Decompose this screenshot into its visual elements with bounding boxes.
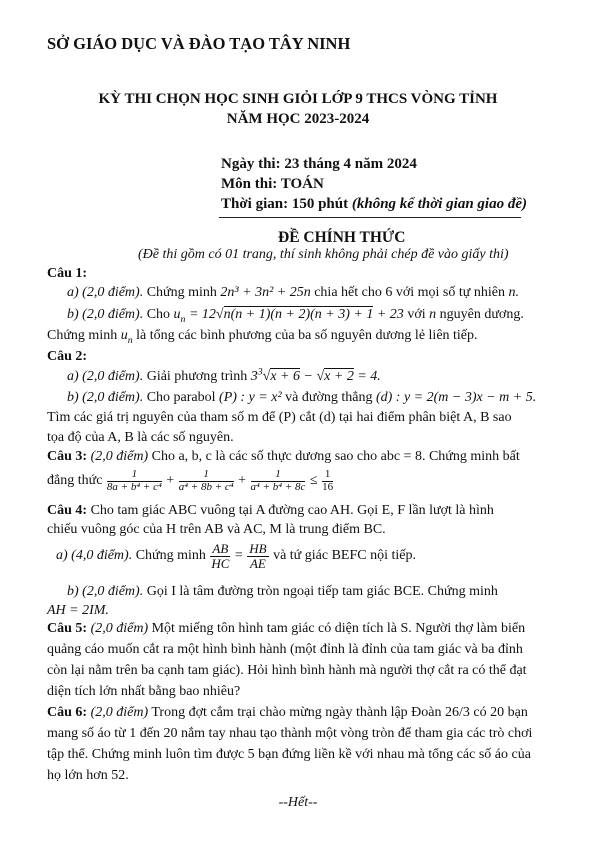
q1b-line2-u-letter: u [120,328,128,343]
q3-frac2-num: 1 [179,469,234,482]
q2a-minus: − [303,369,313,384]
q1b-line2-pre: Chứng minh [47,328,118,343]
q3-plus2: + [238,473,246,489]
q3-frac2-den: a⁴ + 8b + c⁴ [178,480,234,493]
q4b-points: b) (2,0 điểm). [67,584,144,599]
q1b-expr-post: + 23 [376,307,404,322]
q4a-points: a) (4,0 điểm). [56,548,133,564]
q2b-line2: Tìm các giá trị nguyên của tham số m để (P) cắt (d) tại hai điểm phân biệt A, B sao [47,410,512,425]
q2b-text1: Cho parabol [146,390,216,405]
q6-line4: họ lớn hơn 52. [47,768,129,783]
q2a-points: a) (2,0 điểm). [67,369,144,384]
q1b-line2-post: là tổng các bình phương của ba số nguyên dương lẻ liên tiếp. [136,328,478,343]
q4b-text1: Gọi I là tâm đường tròn ngoại tiếp tam giác BCE. Chứng minh [146,584,498,599]
q4a [56,542,416,570]
q1b-line2 [47,328,478,344]
q2b-points: b) (2,0 điểm). [67,390,144,405]
q2a-rad2: x + 2 [324,369,354,384]
q4a-frac2 [247,542,268,570]
q1b-line2-u [120,328,133,346]
q3-text1: Cho a, b, c là các số thực dương sao cho abc = 8. Chứng minh bất [151,449,520,464]
official-note: (Đề thi gồm có 01 trang, thí sinh không phải chép đề vào giấy thi) [138,247,509,262]
exam-time-label: Thời gian: 150 phút [221,196,349,212]
exam-title: KỲ THI CHỌN HỌC SINH GIỎI LỚP 9 THCS VÒNG TỈNH [98,91,498,107]
exam-subject: Môn thi: TOÁN [221,176,324,192]
school-year: NĂM HỌC 2023-2024 [226,111,370,127]
q4-line1 [47,503,494,519]
q4a-eq: = [234,548,243,564]
q1a-text1: Chứng minh [146,285,217,300]
q3-frac1 [107,469,162,493]
exam-date: Ngày thi: 23 tháng 4 năm 2024 [221,156,417,172]
q3-frac3 [251,469,306,493]
q3-plus1: + [166,473,175,489]
q2a-expr: $3^3√x + 6 - √x + 2 = 4$. [250,366,381,384]
q4a-text1: Chứng minh [135,548,206,564]
q1b [67,307,524,323]
q4a-frac1-den: HC [211,555,230,571]
q1a-expr: 2n³ + 3n² + 25n [220,285,311,300]
q6-line3: tập thể. Chứng minh luôn tìm được 5 bạn đứng liền kề với nhau mà tổng các số áo của [47,747,531,762]
q1b-u-sub: n [180,313,186,325]
q3-text2: đẳng thức [47,473,103,489]
header-divider [219,217,521,218]
q4-label: Câu 4: [47,503,88,518]
q5-line4: diện tích lớn nhất bằng bao nhiêu? [47,684,241,699]
q5-line2: quảng cáo muốn cắt ra một hình bình hành (một đỉnh là đỉnh của tam giác và ba đỉnh [47,642,523,657]
q3-rhs [322,469,333,493]
q6-points: (2,0 điểm) [90,705,149,720]
q1-label: Câu 1: [47,266,88,281]
q3-frac1-den: 8a + b⁴ + c⁴ [106,480,162,493]
q4-line2: chiếu vuông góc của H trên AB và AC, M là trung điểm BC. [47,522,386,537]
q6-line1 [47,705,528,721]
q5-line1 [47,621,525,637]
q3-frac2 [179,469,234,493]
q4-text1: Cho tam giác ABC vuông tại A đường cao AH. Gọi E, F lần lượt là hình [90,503,494,518]
exam-time-note: (không kể thời gian giao đề) [351,196,528,212]
q1a [67,285,519,301]
q1b-expr-pre: = 12 [188,307,216,322]
q5-text1: Một miếng tôn hình tam giác có diện tích là S. Người thợ làm biển [151,621,526,636]
q2a [67,366,381,385]
exam-time [221,196,527,213]
q2-label: Câu 2: [47,349,88,364]
q1b-expr-rad: n(n + 1)(n + 2)(n + 3) + 1 [223,307,374,322]
q1b-points: b) (2,0 điểm). [67,307,144,322]
q1b-text3: nguyên dương. [439,307,524,322]
q3-frac1-num: 1 [107,469,162,482]
q4b-line2: AH = 2IM. [47,603,109,618]
q3-leq: ≤ [309,473,318,489]
q1b-u-letter: u [173,307,181,322]
q5-points: (2,0 điểm) [90,621,149,636]
q4b [67,584,498,600]
q3-line1 [47,449,520,465]
q4a-frac2-num: HB [249,541,267,556]
q2a-end: = 4. [357,369,381,384]
q6-text1: Trong đợt cắm trại chào mừng ngày thành lập Đoàn 26/3 có 20 bạn [151,705,528,720]
q3-label: Câu 3: [47,449,88,464]
q3-frac3-num: 1 [251,469,306,482]
q3-inequality [47,469,334,493]
q3-frac3-den: a⁴ + b⁴ + 8c [250,480,306,493]
q1b-line2-u-sub: n [127,334,133,346]
department-name: SỞ GIÁO DỤC VÀ ĐÀO TẠO TÂY NINH [47,34,351,53]
q4a-frac1 [210,542,230,570]
q2b-text2: và đường thẳng [285,390,373,405]
q1b-u [173,307,186,325]
q2b-parabola: (P) : y = x² [219,390,282,405]
q5-label: Câu 5: [47,621,88,636]
q1a-points: a) (2,0 điểm). [67,285,144,300]
q1a-var: n. [508,285,519,300]
q2a-rad1: x + 6 [270,369,301,384]
q4a-frac1-num: AB [212,541,229,556]
q2a-coef: 3 [250,369,258,384]
official-title: ĐỀ CHÍNH THỨC [278,229,406,246]
q1b-var: n [429,307,437,322]
q3-rhs-den: 16 [322,480,334,493]
q2b [67,390,536,406]
q2a-root-index: 3 [257,366,263,378]
q2b-line: (d) : y = 2(m − 3)x − m + 5. [375,390,537,405]
q3-points: (2,0 điểm) [90,449,149,464]
q6-label: Câu 6: [47,705,88,720]
q1b-text2: với [407,307,426,322]
q4a-frac2-den: AE [249,555,266,571]
q6-line2: mang số áo từ 1 đến 20 nắm tay nhau tạo thành một vòng tròn để tham gia các trò chơi [47,726,533,741]
q1b-sqrt-sign: √ [215,307,224,322]
q3-rhs-num: 1 [322,469,333,482]
q5-line3: còn lại nằm trên ba cạnh tam giác). Hỏi hình bình hành mà người thợ cắt ra có thể đạt [47,663,527,678]
q4a-text2: và tứ giác BEFC nội tiếp. [273,548,416,564]
q2a-text: Giải phương trình [146,369,248,384]
q2b-line3: tọa độ của A, B là các số nguyên. [47,430,234,445]
q1a-text2: chia hết cho 6 với mọi số tự nhiên [314,285,505,300]
end-mark: --Hết-- [278,795,318,810]
q1b-text1: Cho [146,307,171,322]
